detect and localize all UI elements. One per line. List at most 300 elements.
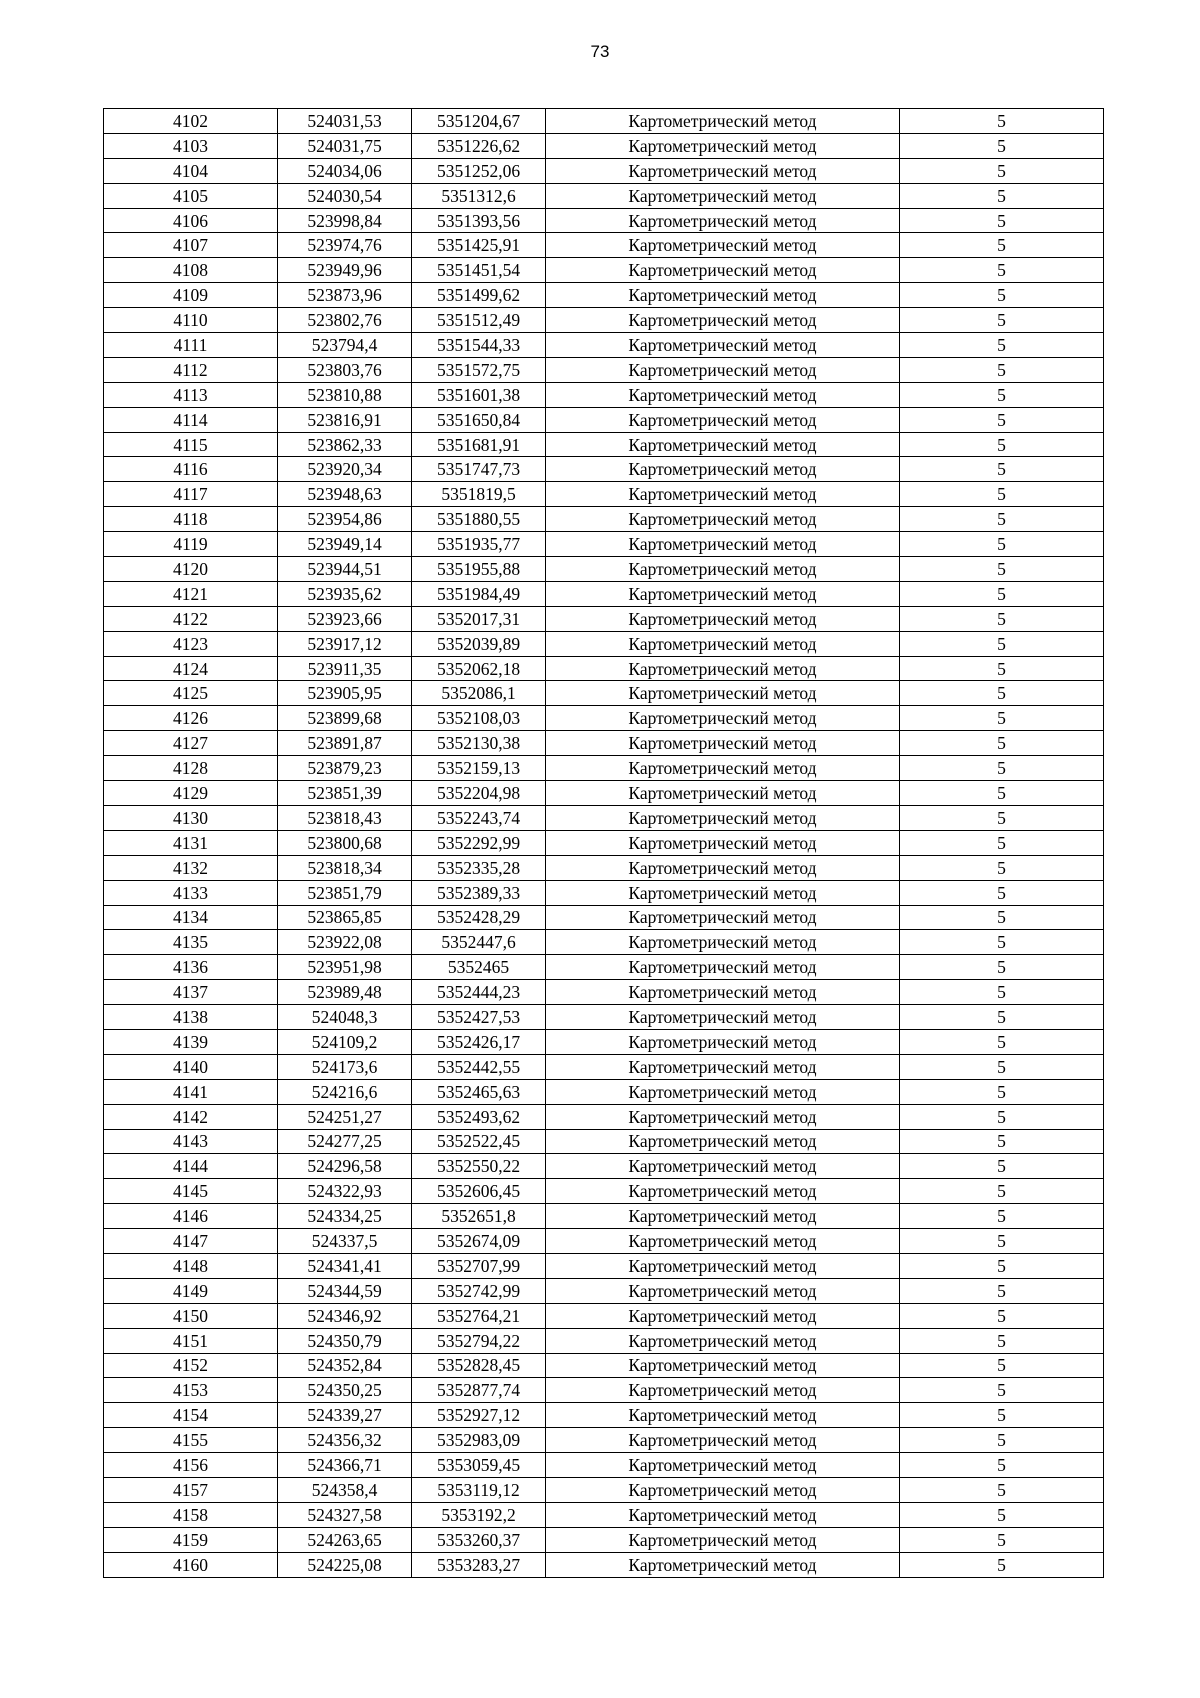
method-cell: Картометрический метод [546,631,900,656]
accuracy-cell: 5 [900,1403,1104,1428]
table-row [104,357,1104,382]
x-coordinate-cell: 523949,14 [278,532,412,557]
method-cell: Картометрический метод [546,1154,900,1179]
accuracy-cell: 5 [900,756,1104,781]
y-coordinate-cell: 5351572,75 [412,357,546,382]
x-coordinate-cell: 523803,76 [278,357,412,382]
x-coordinate-cell: 523989,48 [278,980,412,1005]
method-cell: Картометрический метод [546,357,900,382]
y-coordinate-cell: 5352550,22 [412,1154,546,1179]
accuracy-cell: 5 [900,1477,1104,1502]
method-cell: Картометрический метод [546,1005,900,1030]
accuracy-cell: 5 [900,1005,1104,1030]
y-coordinate-cell: 5352292,99 [412,830,546,855]
point-number-cell: 4128 [104,756,278,781]
table-row [104,631,1104,656]
point-number-cell: 4145 [104,1179,278,1204]
y-coordinate-cell: 5351312,6 [412,183,546,208]
y-coordinate-cell: 5352204,98 [412,781,546,806]
accuracy-cell: 5 [900,333,1104,358]
point-number-cell: 4147 [104,1229,278,1254]
accuracy-cell: 5 [900,208,1104,233]
method-cell: Картометрический метод [546,781,900,806]
point-number-cell: 4104 [104,158,278,183]
y-coordinate-cell: 5352335,28 [412,855,546,880]
point-number-cell: 4138 [104,1005,278,1030]
accuracy-cell: 5 [900,980,1104,1005]
x-coordinate-cell: 524334,25 [278,1204,412,1229]
point-number-cell: 4118 [104,507,278,532]
accuracy-cell: 5 [900,1104,1104,1129]
method-cell: Картометрический метод [546,1253,900,1278]
table-row [104,109,1104,134]
method-cell: Картометрический метод [546,1527,900,1552]
table-row [104,1477,1104,1502]
point-number-cell: 4137 [104,980,278,1005]
point-number-cell: 4143 [104,1129,278,1154]
point-number-cell: 4105 [104,183,278,208]
table-row [104,1552,1104,1577]
x-coordinate-cell: 523810,88 [278,382,412,407]
x-coordinate-cell: 523818,34 [278,855,412,880]
x-coordinate-cell: 524216,6 [278,1079,412,1104]
point-number-cell: 4124 [104,656,278,681]
point-number-cell: 4151 [104,1328,278,1353]
method-cell: Картометрический метод [546,706,900,731]
method-cell: Картометрический метод [546,955,900,980]
point-number-cell: 4115 [104,432,278,457]
method-cell: Картометрический метод [546,606,900,631]
x-coordinate-cell: 524225,08 [278,1552,412,1577]
method-cell: Картометрический метод [546,432,900,457]
x-coordinate-cell: 523899,68 [278,706,412,731]
point-number-cell: 4109 [104,283,278,308]
page-number: 73 [590,42,610,61]
method-cell: Картометрический метод [546,1229,900,1254]
method-cell: Картометрический метод [546,1079,900,1104]
table-row [104,756,1104,781]
point-number-cell: 4102 [104,109,278,134]
method-cell: Картометрический метод [546,1303,900,1328]
x-coordinate-cell: 524350,79 [278,1328,412,1353]
method-cell: Картометрический метод [546,1029,900,1054]
point-number-cell: 4157 [104,1477,278,1502]
y-coordinate-cell: 5352444,23 [412,980,546,1005]
table-row [104,557,1104,582]
x-coordinate-cell: 523818,43 [278,805,412,830]
table-row [104,1303,1104,1328]
accuracy-cell: 5 [900,407,1104,432]
table-row [104,1204,1104,1229]
method-cell: Картометрический метод [546,731,900,756]
x-coordinate-cell: 523865,85 [278,905,412,930]
point-number-cell: 4114 [104,407,278,432]
y-coordinate-cell: 5352130,38 [412,731,546,756]
table-row [104,1378,1104,1403]
table-row [104,432,1104,457]
x-coordinate-cell: 523922,08 [278,930,412,955]
point-number-cell: 4123 [104,631,278,656]
accuracy-cell: 5 [900,1129,1104,1154]
method-cell: Картометрический метод [546,681,900,706]
accuracy-cell: 5 [900,183,1104,208]
table-row [104,283,1104,308]
accuracy-cell: 5 [900,581,1104,606]
x-coordinate-cell: 523800,68 [278,830,412,855]
accuracy-cell: 5 [900,830,1104,855]
method-cell: Картометрический метод [546,1104,900,1129]
point-number-cell: 4149 [104,1278,278,1303]
method-cell: Картометрический метод [546,1378,900,1403]
table-row [104,1253,1104,1278]
x-coordinate-cell: 524296,58 [278,1154,412,1179]
y-coordinate-cell: 5352927,12 [412,1403,546,1428]
y-coordinate-cell: 5352086,1 [412,681,546,706]
method-cell: Картометрический метод [546,980,900,1005]
point-number-cell: 4126 [104,706,278,731]
y-coordinate-cell: 5352426,17 [412,1029,546,1054]
y-coordinate-cell: 5351681,91 [412,432,546,457]
method-cell: Картометрический метод [546,557,900,582]
table-row [104,407,1104,432]
point-number-cell: 4108 [104,258,278,283]
table-row [104,656,1104,681]
y-coordinate-cell: 5352428,29 [412,905,546,930]
accuracy-cell: 5 [900,880,1104,905]
x-coordinate-cell: 524109,2 [278,1029,412,1054]
y-coordinate-cell: 5351650,84 [412,407,546,432]
method-cell: Картометрический метод [546,1428,900,1453]
method-cell: Картометрический метод [546,208,900,233]
point-number-cell: 4111 [104,333,278,358]
x-coordinate-cell: 524344,59 [278,1278,412,1303]
point-number-cell: 4130 [104,805,278,830]
table-row [104,606,1104,631]
coordinates-table-body [104,109,1104,1578]
accuracy-cell: 5 [900,482,1104,507]
accuracy-cell: 5 [900,532,1104,557]
point-number-cell: 4135 [104,930,278,955]
x-coordinate-cell: 523873,96 [278,283,412,308]
point-number-cell: 4116 [104,457,278,482]
x-coordinate-cell: 524031,75 [278,133,412,158]
x-coordinate-cell: 523935,62 [278,581,412,606]
method-cell: Картометрический метод [546,1453,900,1478]
y-coordinate-cell: 5352039,89 [412,631,546,656]
table-row [104,1353,1104,1378]
table-row [104,158,1104,183]
x-coordinate-cell: 524322,93 [278,1179,412,1204]
accuracy-cell: 5 [900,432,1104,457]
y-coordinate-cell: 5351451,54 [412,258,546,283]
y-coordinate-cell: 5351984,49 [412,581,546,606]
table-row [104,1079,1104,1104]
table-row [104,880,1104,905]
method-cell: Картометрический метод [546,258,900,283]
accuracy-cell: 5 [900,731,1104,756]
accuracy-cell: 5 [900,631,1104,656]
x-coordinate-cell: 524030,54 [278,183,412,208]
method-cell: Картометрический метод [546,1054,900,1079]
accuracy-cell: 5 [900,1154,1104,1179]
method-cell: Картометрический метод [546,532,900,557]
point-number-cell: 4142 [104,1104,278,1129]
table-row [104,1154,1104,1179]
accuracy-cell: 5 [900,258,1104,283]
x-coordinate-cell: 523951,98 [278,955,412,980]
y-coordinate-cell: 5352017,31 [412,606,546,631]
method-cell: Картометрический метод [546,308,900,333]
accuracy-cell: 5 [900,1453,1104,1478]
table-row [104,1029,1104,1054]
table-row [104,382,1104,407]
point-number-cell: 4146 [104,1204,278,1229]
accuracy-cell: 5 [900,382,1104,407]
point-number-cell: 4103 [104,133,278,158]
y-coordinate-cell: 5352764,21 [412,1303,546,1328]
accuracy-cell: 5 [900,457,1104,482]
table-row [104,1179,1104,1204]
point-number-cell: 4158 [104,1502,278,1527]
accuracy-cell: 5 [900,109,1104,134]
x-coordinate-cell: 523920,34 [278,457,412,482]
accuracy-cell: 5 [900,656,1104,681]
point-number-cell: 4150 [104,1303,278,1328]
accuracy-cell: 5 [900,1328,1104,1353]
point-number-cell: 4152 [104,1353,278,1378]
y-coordinate-cell: 5351747,73 [412,457,546,482]
table-row [104,233,1104,258]
table-row [104,1129,1104,1154]
y-coordinate-cell: 5352493,62 [412,1104,546,1129]
accuracy-cell: 5 [900,1179,1104,1204]
x-coordinate-cell: 523911,35 [278,656,412,681]
method-cell: Картометрический метод [546,880,900,905]
accuracy-cell: 5 [900,681,1104,706]
accuracy-cell: 5 [900,781,1104,806]
x-coordinate-cell: 523862,33 [278,432,412,457]
point-number-cell: 4155 [104,1428,278,1453]
table-row [104,1428,1104,1453]
table-row [104,1453,1104,1478]
accuracy-cell: 5 [900,1353,1104,1378]
accuracy-cell: 5 [900,133,1104,158]
table-row [104,208,1104,233]
y-coordinate-cell: 5351226,62 [412,133,546,158]
y-coordinate-cell: 5351601,38 [412,382,546,407]
y-coordinate-cell: 5351935,77 [412,532,546,557]
table-row [104,855,1104,880]
x-coordinate-cell: 524327,58 [278,1502,412,1527]
accuracy-cell: 5 [900,706,1104,731]
table-row [104,532,1104,557]
x-coordinate-cell: 523851,79 [278,880,412,905]
point-number-cell: 4110 [104,308,278,333]
table-row [104,805,1104,830]
table-row [104,457,1104,482]
point-number-cell: 4156 [104,1453,278,1478]
accuracy-cell: 5 [900,233,1104,258]
method-cell: Картометрический метод [546,805,900,830]
accuracy-cell: 5 [900,955,1104,980]
point-number-cell: 4125 [104,681,278,706]
method-cell: Картометрический метод [546,656,900,681]
y-coordinate-cell: 5352159,13 [412,756,546,781]
x-coordinate-cell: 523974,76 [278,233,412,258]
accuracy-cell: 5 [900,283,1104,308]
method-cell: Картометрический метод [546,756,900,781]
method-cell: Картометрический метод [546,1179,900,1204]
x-coordinate-cell: 523879,23 [278,756,412,781]
table-row [104,930,1104,955]
method-cell: Картометрический метод [546,1353,900,1378]
point-number-cell: 4159 [104,1527,278,1552]
x-coordinate-cell: 523998,84 [278,208,412,233]
point-number-cell: 4160 [104,1552,278,1577]
x-coordinate-cell: 523851,39 [278,781,412,806]
x-coordinate-cell: 524048,3 [278,1005,412,1030]
point-number-cell: 4136 [104,955,278,980]
x-coordinate-cell: 524352,84 [278,1353,412,1378]
accuracy-cell: 5 [900,905,1104,930]
x-coordinate-cell: 524251,27 [278,1104,412,1129]
accuracy-cell: 5 [900,1278,1104,1303]
point-number-cell: 4129 [104,781,278,806]
x-coordinate-cell: 524277,25 [278,1129,412,1154]
table-row [104,333,1104,358]
x-coordinate-cell: 523917,12 [278,631,412,656]
table-row [104,980,1104,1005]
table-row [104,1229,1104,1254]
x-coordinate-cell: 524031,53 [278,109,412,134]
x-coordinate-cell: 524358,4 [278,1477,412,1502]
method-cell: Картометрический метод [546,1477,900,1502]
point-number-cell: 4134 [104,905,278,930]
y-coordinate-cell: 5351512,49 [412,308,546,333]
method-cell: Картометрический метод [546,1204,900,1229]
y-coordinate-cell: 5351393,56 [412,208,546,233]
y-coordinate-cell: 5352442,55 [412,1054,546,1079]
method-cell: Картометрический метод [546,183,900,208]
y-coordinate-cell: 5352707,99 [412,1253,546,1278]
table-row [104,258,1104,283]
method-cell: Картометрический метод [546,1502,900,1527]
accuracy-cell: 5 [900,1029,1104,1054]
x-coordinate-cell: 524346,92 [278,1303,412,1328]
accuracy-cell: 5 [900,855,1104,880]
method-cell: Картометрический метод [546,283,900,308]
y-coordinate-cell: 5352877,74 [412,1378,546,1403]
y-coordinate-cell: 5352108,03 [412,706,546,731]
table-row [104,1527,1104,1552]
x-coordinate-cell: 523794,4 [278,333,412,358]
table-row [104,830,1104,855]
method-cell: Картометрический метод [546,930,900,955]
x-coordinate-cell: 523816,91 [278,407,412,432]
y-coordinate-cell: 5353119,12 [412,1477,546,1502]
table-row [104,183,1104,208]
y-coordinate-cell: 5352522,45 [412,1129,546,1154]
method-cell: Картометрический метод [546,158,900,183]
table-row [104,482,1104,507]
y-coordinate-cell: 5352465,63 [412,1079,546,1104]
point-number-cell: 4141 [104,1079,278,1104]
point-number-cell: 4122 [104,606,278,631]
table-row [104,706,1104,731]
y-coordinate-cell: 5353283,27 [412,1552,546,1577]
accuracy-cell: 5 [900,1079,1104,1104]
table-row [104,1278,1104,1303]
accuracy-cell: 5 [900,1204,1104,1229]
method-cell: Картометрический метод [546,109,900,134]
y-coordinate-cell: 5352427,53 [412,1005,546,1030]
accuracy-cell: 5 [900,1378,1104,1403]
point-number-cell: 4107 [104,233,278,258]
accuracy-cell: 5 [900,308,1104,333]
method-cell: Картометрический метод [546,855,900,880]
y-coordinate-cell: 5351499,62 [412,283,546,308]
x-coordinate-cell: 524337,5 [278,1229,412,1254]
point-number-cell: 4112 [104,357,278,382]
y-coordinate-cell: 5352651,8 [412,1204,546,1229]
table-row [104,781,1104,806]
point-number-cell: 4117 [104,482,278,507]
x-coordinate-cell: 523944,51 [278,557,412,582]
table-row [104,1502,1104,1527]
accuracy-cell: 5 [900,1229,1104,1254]
table-row [104,1328,1104,1353]
y-coordinate-cell: 5351425,91 [412,233,546,258]
accuracy-cell: 5 [900,606,1104,631]
method-cell: Картометрический метод [546,233,900,258]
table-row [104,1005,1104,1030]
accuracy-cell: 5 [900,1428,1104,1453]
point-number-cell: 4132 [104,855,278,880]
x-coordinate-cell: 523948,63 [278,482,412,507]
x-coordinate-cell: 523905,95 [278,681,412,706]
x-coordinate-cell: 524034,06 [278,158,412,183]
accuracy-cell: 5 [900,1253,1104,1278]
x-coordinate-cell: 524341,41 [278,1253,412,1278]
y-coordinate-cell: 5351955,88 [412,557,546,582]
method-cell: Картометрический метод [546,905,900,930]
y-coordinate-cell: 5352742,99 [412,1278,546,1303]
x-coordinate-cell: 523954,86 [278,507,412,532]
accuracy-cell: 5 [900,1502,1104,1527]
y-coordinate-cell: 5352983,09 [412,1428,546,1453]
y-coordinate-cell: 5352062,18 [412,656,546,681]
y-coordinate-cell: 5352389,33 [412,880,546,905]
table-row [104,1104,1104,1129]
point-number-cell: 4153 [104,1378,278,1403]
accuracy-cell: 5 [900,930,1104,955]
coordinates-table [103,108,1104,1578]
point-number-cell: 4140 [104,1054,278,1079]
accuracy-cell: 5 [900,507,1104,532]
y-coordinate-cell: 5351544,33 [412,333,546,358]
y-coordinate-cell: 5353059,45 [412,1453,546,1478]
method-cell: Картометрический метод [546,382,900,407]
method-cell: Картометрический метод [546,1278,900,1303]
method-cell: Картометрический метод [546,407,900,432]
x-coordinate-cell: 524350,25 [278,1378,412,1403]
point-number-cell: 4131 [104,830,278,855]
x-coordinate-cell: 524263,65 [278,1527,412,1552]
method-cell: Картометрический метод [546,333,900,358]
y-coordinate-cell: 5351252,06 [412,158,546,183]
method-cell: Картометрический метод [546,133,900,158]
point-number-cell: 4120 [104,557,278,582]
